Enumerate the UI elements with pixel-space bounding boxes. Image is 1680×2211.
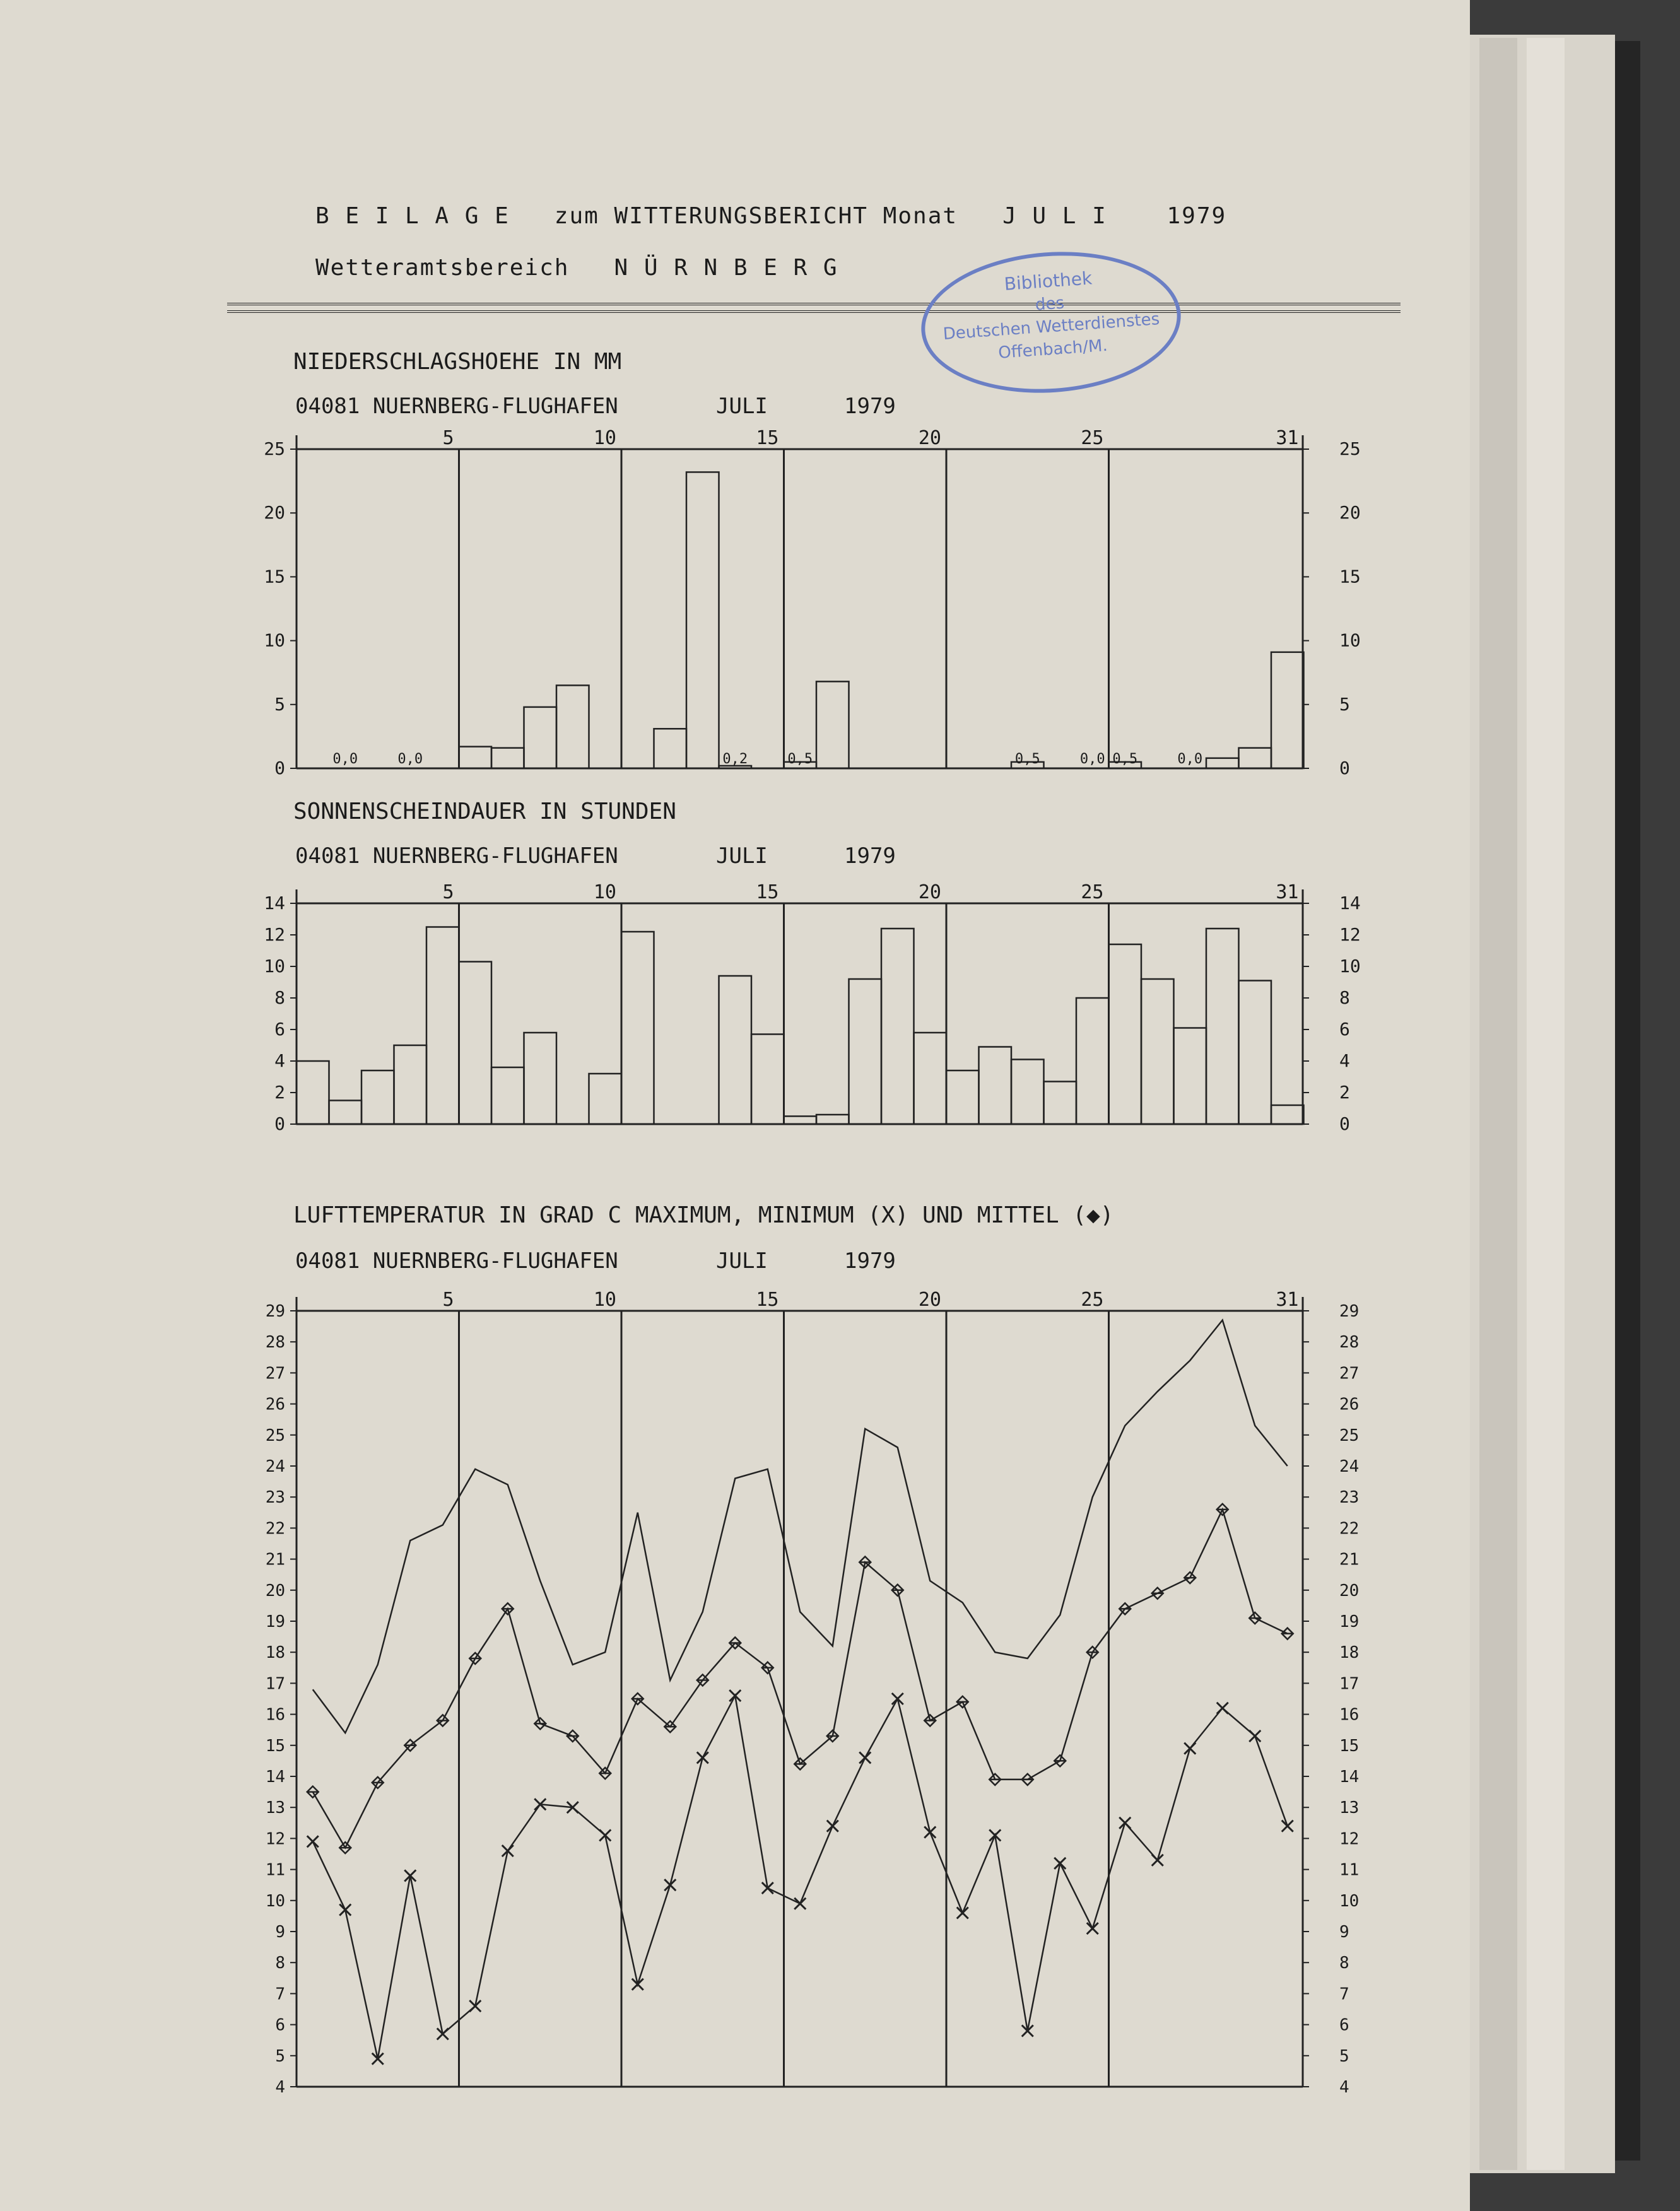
y-tick-label: 24 — [265, 1457, 285, 1476]
y-tick-label-right: 10 — [1339, 630, 1361, 651]
bar — [654, 729, 687, 768]
bar-value-label: 0,0 — [332, 751, 358, 767]
bar — [686, 472, 719, 768]
y-tick-label: 12 — [265, 1829, 285, 1849]
y-tick-label: 16 — [265, 1705, 285, 1725]
y-tick-label-right: 7 — [1339, 1985, 1349, 2004]
y-tick-label-right: 28 — [1339, 1333, 1360, 1352]
bar — [1239, 981, 1272, 1125]
minimum-point-marker — [794, 1898, 806, 1909]
station-month: JULI — [716, 843, 768, 869]
minimum-point-marker — [1152, 1855, 1163, 1866]
y-tick-label-right: 27 — [1339, 1364, 1360, 1383]
bar — [979, 1047, 1012, 1125]
x-tick-label: 31 — [1276, 427, 1299, 449]
mean-point-marker — [1087, 1646, 1098, 1658]
y-tick-label: 19 — [265, 1612, 285, 1631]
minimum-point-marker — [859, 1752, 871, 1763]
mean-point-marker — [1184, 1572, 1195, 1583]
x-tick-label: 5 — [442, 1289, 454, 1311]
bar — [816, 681, 849, 768]
x-tick-label: 20 — [918, 881, 941, 903]
bar — [1206, 758, 1239, 768]
x-tick-label: 25 — [1081, 1289, 1104, 1311]
bar — [1044, 1082, 1077, 1125]
y-tick-label-right: 19 — [1339, 1612, 1360, 1631]
bar — [329, 1101, 362, 1125]
y-tick-label: 18 — [265, 1643, 285, 1663]
y-tick-label: 8 — [275, 1954, 285, 1973]
x-tick-label: 10 — [593, 881, 616, 903]
y-tick-label-right: 22 — [1339, 1519, 1360, 1539]
y-tick-label-right: 29 — [1339, 1302, 1360, 1321]
minimum-point-marker — [307, 1836, 319, 1847]
mean-point-marker — [1249, 1612, 1260, 1624]
bar — [719, 976, 752, 1124]
y-tick-label: 27 — [265, 1364, 285, 1383]
x-tick-label: 20 — [918, 1289, 941, 1311]
bar-value-label: 0,0 — [1079, 751, 1105, 767]
bar-value-label: 0,5 — [1014, 751, 1040, 767]
y-tick-label: 21 — [265, 1550, 285, 1569]
mean-point-marker — [924, 1715, 936, 1726]
bar — [459, 747, 492, 768]
y-tick-label: 8 — [274, 987, 285, 1008]
y-tick-label: 14 — [264, 893, 285, 913]
y-tick-label: 2 — [274, 1082, 285, 1103]
minimum-point-marker — [339, 1904, 351, 1916]
y-tick-label: 15 — [264, 566, 285, 587]
station-year: 1979 — [844, 843, 896, 869]
y-tick-label: 29 — [265, 1302, 285, 1321]
chart-title: LUFTTEMPERATUR IN GRAD C MAXIMUM, MINIMUM (X) UND MITTEL (◆) — [293, 1202, 1114, 1228]
y-tick-label-right: 4 — [1339, 2078, 1349, 2097]
y-tick-label-right: 4 — [1339, 1050, 1350, 1071]
y-tick-label-right: 16 — [1339, 1705, 1360, 1725]
minimum-point-marker — [697, 1752, 708, 1763]
y-tick-label: 12 — [264, 924, 285, 945]
mean-point-marker — [1282, 1628, 1293, 1639]
mean-point-marker — [1119, 1603, 1131, 1614]
y-tick-label: 0 — [274, 758, 285, 778]
y-tick-label-right: 5 — [1339, 693, 1350, 715]
bar — [1174, 1028, 1207, 1125]
y-tick-label: 14 — [265, 1768, 285, 1786]
bar — [556, 685, 589, 768]
mean-point-marker — [469, 1653, 481, 1664]
bar — [914, 1033, 947, 1124]
bar — [816, 1115, 849, 1124]
y-tick-label-right: 13 — [1339, 1798, 1360, 1818]
minimum-point-marker — [1249, 1730, 1260, 1742]
y-tick-label: 26 — [265, 1395, 285, 1414]
bar — [361, 1070, 394, 1124]
bar — [426, 927, 459, 1125]
bar — [849, 979, 882, 1124]
bar-value-label: 0,5 — [1112, 751, 1138, 767]
minimum-point-marker — [924, 1827, 936, 1838]
x-tick-label: 10 — [593, 427, 616, 449]
y-tick-label-right: 25 — [1339, 1426, 1360, 1445]
y-tick-label: 9 — [275, 1923, 285, 1942]
bar — [524, 707, 557, 768]
bar — [1011, 1060, 1044, 1125]
bar — [459, 962, 492, 1125]
y-tick-label-right: 14 — [1339, 1768, 1360, 1786]
bar — [297, 1061, 329, 1124]
station-name: 04081 NUERNBERG-FLUGHAFEN — [295, 843, 618, 869]
station-name: 04081 NUERNBERG-FLUGHAFEN — [295, 394, 618, 419]
minimum-point-marker — [1282, 1821, 1293, 1832]
y-tick-label-right: 23 — [1339, 1488, 1360, 1508]
x-tick-label: 15 — [756, 1289, 779, 1311]
bar-value-label: 0,0 — [1177, 751, 1203, 767]
y-tick-label-right: 6 — [1339, 2015, 1349, 2035]
stamp-line: Deutschen Wetterdienstes — [942, 310, 1161, 344]
x-tick-label: 25 — [1081, 881, 1104, 903]
y-tick-label: 23 — [265, 1488, 285, 1508]
bar — [1206, 929, 1239, 1124]
y-tick-label: 10 — [265, 1891, 285, 1911]
y-tick-label: 10 — [264, 630, 285, 651]
y-tick-label: 25 — [264, 438, 285, 459]
y-tick-label: 25 — [265, 1426, 285, 1445]
y-tick-label-right: 12 — [1339, 924, 1361, 945]
bar — [491, 1067, 524, 1124]
bar-value-label: 0,0 — [397, 751, 423, 767]
y-tick-label: 7 — [275, 1985, 285, 2004]
y-tick-label-right: 15 — [1339, 566, 1361, 587]
y-tick-label-right: 24 — [1339, 1457, 1360, 1476]
x-tick-label: 31 — [1276, 881, 1299, 903]
y-tick-label-right: 6 — [1339, 1019, 1350, 1040]
mean-point-marker — [307, 1786, 319, 1798]
bar — [589, 1074, 622, 1124]
x-tick-label: 5 — [442, 427, 454, 449]
y-tick-label-right: 10 — [1339, 1891, 1360, 1911]
y-tick-label: 10 — [264, 956, 285, 976]
minimum-point-marker — [599, 1829, 611, 1841]
minimum-point-marker — [437, 2028, 449, 2039]
minimum-point-marker — [1184, 1743, 1195, 1754]
report-name: WITTERUNGSBERICHT — [614, 203, 868, 229]
mean-point-marker — [1022, 1774, 1033, 1785]
minimum-point-marker — [1217, 1703, 1228, 1714]
y-tick-label: 5 — [274, 693, 285, 715]
chart-title: NIEDERSCHLAGSHOEHE IN MM — [293, 349, 622, 375]
y-tick-label: 22 — [265, 1519, 285, 1539]
minimum-point-marker — [502, 1845, 514, 1856]
y-tick-label: 4 — [274, 1050, 285, 1071]
monat-text: Monat — [883, 203, 958, 229]
region-name: N Ü R N B E R G — [614, 255, 838, 281]
station-month: JULI — [716, 394, 768, 419]
y-tick-label: 17 — [265, 1674, 285, 1694]
station-year: 1979 — [844, 1248, 896, 1274]
y-tick-label-right: 0 — [1339, 758, 1350, 778]
y-tick-label-right: 20 — [1339, 502, 1361, 524]
y-tick-label: 6 — [275, 2015, 285, 2035]
x-tick-label: 5 — [442, 881, 454, 903]
y-tick-label-right: 0 — [1339, 1113, 1350, 1134]
bar-value-label: 0,2 — [722, 751, 748, 767]
stamp-line: Bibliothek — [1003, 267, 1093, 295]
bar — [1141, 979, 1174, 1124]
minimum-point-marker — [664, 1879, 676, 1891]
bar — [751, 1035, 784, 1125]
minimum-point-marker — [1119, 1817, 1131, 1829]
chart-title: SONNENSCHEINDAUER IN STUNDEN — [293, 799, 676, 824]
y-tick-label: 4 — [275, 2078, 285, 2097]
y-tick-label-right: 26 — [1339, 1395, 1360, 1414]
x-tick-label: 20 — [918, 427, 941, 449]
month-name: J U L I — [1002, 203, 1107, 229]
y-tick-label-right: 25 — [1339, 438, 1361, 459]
y-tick-label: 20 — [264, 502, 285, 524]
y-tick-label-right: 8 — [1339, 1954, 1349, 1973]
minimum-point-marker — [957, 1907, 968, 1918]
minimum-point-marker — [469, 2000, 481, 2012]
minimum-point-marker — [892, 1693, 903, 1704]
x-tick-label: 25 — [1081, 427, 1104, 449]
y-tick-label: 13 — [265, 1798, 285, 1818]
mean-point-marker — [534, 1718, 546, 1729]
bar — [946, 1070, 979, 1124]
station-name: 04081 NUERNBERG-FLUGHAFEN — [295, 1248, 618, 1274]
chart-1 — [264, 349, 1360, 778]
y-tick-label-right: 14 — [1339, 893, 1361, 913]
mean-point-marker — [1152, 1588, 1163, 1599]
y-tick-label: 15 — [265, 1736, 285, 1756]
zum-text: zum — [554, 203, 599, 229]
bar — [1076, 998, 1109, 1124]
x-tick-label: 15 — [756, 427, 779, 449]
mean-point-marker — [957, 1696, 968, 1708]
mean-point-marker — [502, 1603, 514, 1614]
y-tick-label-right: 21 — [1339, 1550, 1360, 1569]
minimum-point-marker — [632, 1979, 643, 1990]
station-year: 1979 — [844, 394, 896, 419]
y-tick-label-right: 11 — [1339, 1860, 1360, 1880]
beilage-text: B E I L A G E — [315, 203, 510, 229]
mean-point-marker — [339, 1842, 351, 1853]
report-year: 1979 — [1166, 203, 1227, 229]
station-month: JULI — [716, 1248, 768, 1274]
minimum-point-marker — [827, 1821, 838, 1832]
y-tick-label-right: 9 — [1339, 1923, 1349, 1942]
y-tick-label: 28 — [265, 1333, 285, 1352]
bar — [1239, 748, 1272, 768]
bar — [491, 748, 524, 768]
x-tick-label: 10 — [593, 1289, 616, 1311]
y-tick-label: 5 — [275, 2046, 285, 2066]
bar — [394, 1045, 427, 1124]
y-tick-label-right: 17 — [1339, 1674, 1360, 1694]
bar — [881, 929, 914, 1124]
bar — [1271, 1105, 1304, 1124]
chart-2 — [264, 799, 1360, 1134]
bar — [524, 1033, 557, 1124]
bar — [1109, 944, 1142, 1124]
y-tick-label-right: 15 — [1339, 1736, 1360, 1756]
bar — [621, 932, 654, 1124]
y-tick-label-right: 18 — [1339, 1643, 1360, 1663]
stamp-line: Offenbach/M. — [997, 336, 1108, 363]
y-tick-label-right: 10 — [1339, 956, 1361, 976]
bar-value-label: 0,5 — [787, 751, 813, 767]
mean-point-marker — [1217, 1504, 1228, 1515]
y-tick-label-right: 2 — [1339, 1082, 1350, 1103]
y-tick-label-right: 8 — [1339, 987, 1350, 1008]
y-tick-label: 6 — [274, 1019, 285, 1040]
mean-point-marker — [1054, 1755, 1066, 1766]
y-tick-label-right: 5 — [1339, 2046, 1349, 2066]
mean-point-marker — [989, 1774, 1001, 1785]
x-tick-label: 15 — [756, 881, 779, 903]
y-tick-label: 0 — [274, 1113, 285, 1134]
stamp-line: des — [1034, 293, 1065, 315]
y-tick-label-right: 20 — [1339, 1581, 1360, 1600]
x-tick-label: 31 — [1276, 1289, 1299, 1311]
y-tick-label: 20 — [265, 1581, 285, 1600]
chart-3 — [266, 1202, 1360, 2097]
y-tick-label: 11 — [265, 1860, 285, 1880]
minimum-point-marker — [1087, 1923, 1098, 1934]
bar — [1271, 652, 1304, 768]
bar — [784, 1117, 817, 1125]
region-label: Wetteramtsbereich — [315, 255, 570, 281]
y-tick-label-right: 12 — [1339, 1829, 1360, 1849]
